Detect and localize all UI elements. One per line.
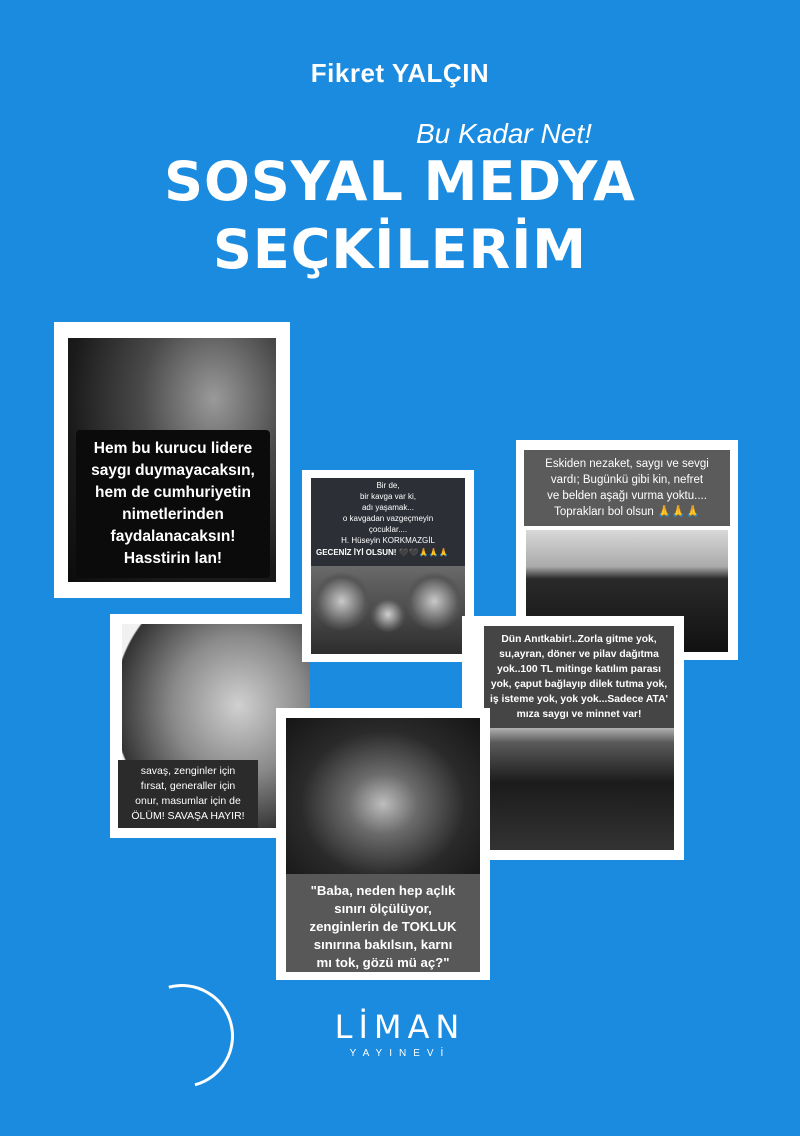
- caption-line: fırsat, generaller için: [140, 780, 236, 792]
- photo-card-boy: [276, 708, 490, 980]
- caption-line: "Baba, neden hep açlık: [310, 883, 456, 898]
- card-caption: [118, 760, 258, 828]
- card-caption: [524, 450, 730, 526]
- caption-line: su,ayran, döner ve pilav dağıtma: [499, 649, 659, 660]
- card-caption: [286, 874, 480, 972]
- caption-line: ÖLÜM! SAVAŞA HAYIR!: [131, 810, 245, 822]
- caption-line: Hem bu kurucu lidere: [93, 440, 253, 457]
- caption-line: H. Hüseyin KORKMAZGİL: [341, 536, 435, 545]
- caption-line: onur, masumlar için de: [135, 795, 241, 807]
- caption-line: zenginlerin de TOKLUK: [309, 919, 457, 934]
- title-line-1: SOSYAL MEDYA: [164, 150, 636, 213]
- publisher-logo-arc: [111, 965, 253, 1107]
- photo-card-children: [302, 470, 474, 662]
- publisher-logo: [300, 1008, 500, 1059]
- caption-line: Toprakları bol olsun 🙏🙏🙏: [554, 506, 700, 518]
- caption-line: bir kavga var ki,: [359, 492, 417, 501]
- caption-line: ve belden aşağı vurma yoktu....: [547, 490, 707, 502]
- subtitle: Bu Kadar Net!: [416, 118, 592, 149]
- photo-card-leader: [54, 322, 290, 598]
- caption-line: sınırı ölçülüyor,: [334, 901, 432, 916]
- publisher-name: LİMAN: [334, 1008, 466, 1046]
- caption-line: çocuklar....: [368, 525, 408, 534]
- caption-line: mı tok, gözü mü aç?": [316, 955, 450, 970]
- caption-line: yok..100 TL mitinge katılım parası: [496, 664, 662, 675]
- caption-goodnight: GECENİZ İYİ OLSUN! 🖤🖤🙏🙏🙏: [316, 548, 449, 557]
- caption-line: hem de cumhuriyetin: [95, 484, 251, 501]
- card-photo-bottom: [311, 566, 465, 654]
- card-caption: [484, 626, 674, 728]
- caption-line: Dün Anıtkabir!..Zorla gitme yok,: [501, 634, 657, 645]
- card-photo: [286, 718, 480, 874]
- caption-line: Eskiden nezaket, saygı ve sevgi: [545, 458, 709, 470]
- caption-line: savaş, zenginler için: [140, 765, 236, 777]
- publisher-subname: YAYINEVİ: [349, 1048, 451, 1059]
- caption-line: sınırına bakılsın, karnı: [313, 937, 453, 952]
- card-photo: [68, 338, 276, 582]
- caption-line: adı yaşamak...: [361, 503, 415, 512]
- caption-line: vardı; Bugünkü gibi kin, nefret: [550, 474, 704, 486]
- caption-line: Hasstirin lan!: [123, 550, 223, 567]
- caption-line: Bir de,: [376, 481, 400, 490]
- title-line-2: SEÇKİLERİM: [212, 218, 588, 281]
- caption-line: o kavgadan vazgeçmeyin: [342, 514, 434, 523]
- caption-line: nimetlerinden: [122, 506, 224, 523]
- caption-line: mıza saygı ve minnet var!: [516, 709, 642, 720]
- card-caption: [76, 430, 270, 578]
- caption-line: faydalanacaksın!: [110, 528, 236, 545]
- author-name: Fikret YALÇIN: [310, 58, 490, 88]
- caption-line: saygı duymayacaksın,: [91, 462, 255, 479]
- caption-line: iş isteme yok, yok yok...Sadece ATA': [490, 694, 668, 705]
- card-caption: [311, 480, 465, 546]
- photo-card-anitkabir: [462, 616, 684, 860]
- caption-line: yok, çaput bağlayıp dilek tutma yok,: [490, 679, 668, 690]
